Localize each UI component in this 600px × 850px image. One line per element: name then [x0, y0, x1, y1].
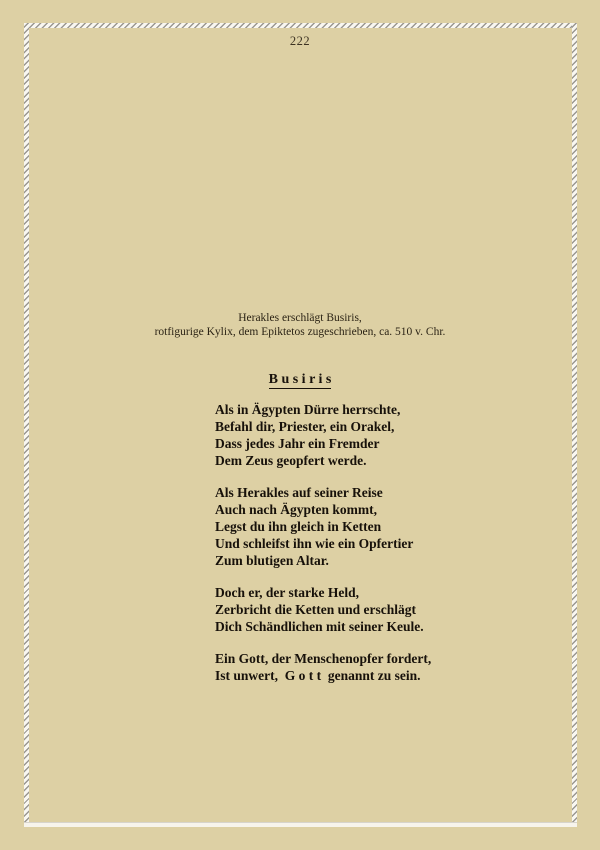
poem-line: Auch nach Ägypten kommt, — [215, 502, 378, 517]
image-caption — [0, 312, 600, 339]
poem-line: Zum blutigen Altar. — [215, 553, 329, 568]
page-number: 222 — [289, 34, 311, 48]
poem-line: Dass jedes Jahr ein Fremder — [215, 436, 380, 451]
poem-line: Ist unwert, G o t t genannt zu sein. — [215, 668, 421, 683]
caption-line-1: Herakles erschlägt Busiris, — [238, 312, 362, 324]
poem-line: Befahl dir, Priester, ein Orakel, — [215, 419, 395, 434]
poem-line: Zerbricht die Ketten und erschlägt — [215, 602, 416, 617]
page-border-bottom — [24, 822, 577, 827]
poem-line: Ein Gott, der Menschenopfer fordert, — [215, 651, 432, 666]
page-border-top — [24, 23, 577, 28]
poem-line: Doch er, der starke Held, — [215, 585, 359, 600]
page-border-right — [572, 23, 577, 827]
poem-line: Dich Schändlichen mit seiner Keule. — [215, 619, 424, 634]
poem-stanza — [215, 401, 431, 469]
poem-stanza — [215, 584, 431, 635]
poem-line: Legst du ihn gleich in Ketten — [215, 519, 382, 534]
page-border-left — [24, 23, 29, 827]
poem-line: Und schleifst ihn wie ein Opfertier — [215, 536, 414, 551]
poem-line: Dem Zeus geopfert werde. — [215, 453, 367, 468]
poem-stanza — [215, 484, 431, 569]
poem-title-text: B u s i r i s — [268, 372, 332, 387]
poem-line: Als in Ägypten Dürre herrschte, — [215, 402, 401, 417]
poem-body — [215, 401, 431, 699]
poem-stanza — [215, 650, 431, 684]
caption-line-2: rotfigurige Kylix, dem Epiktetos zugeschrieben, ca. 510 v. Chr. — [154, 325, 446, 338]
poem-line: Als Herakles auf seiner Reise — [215, 485, 383, 500]
poem-title — [0, 372, 600, 388]
